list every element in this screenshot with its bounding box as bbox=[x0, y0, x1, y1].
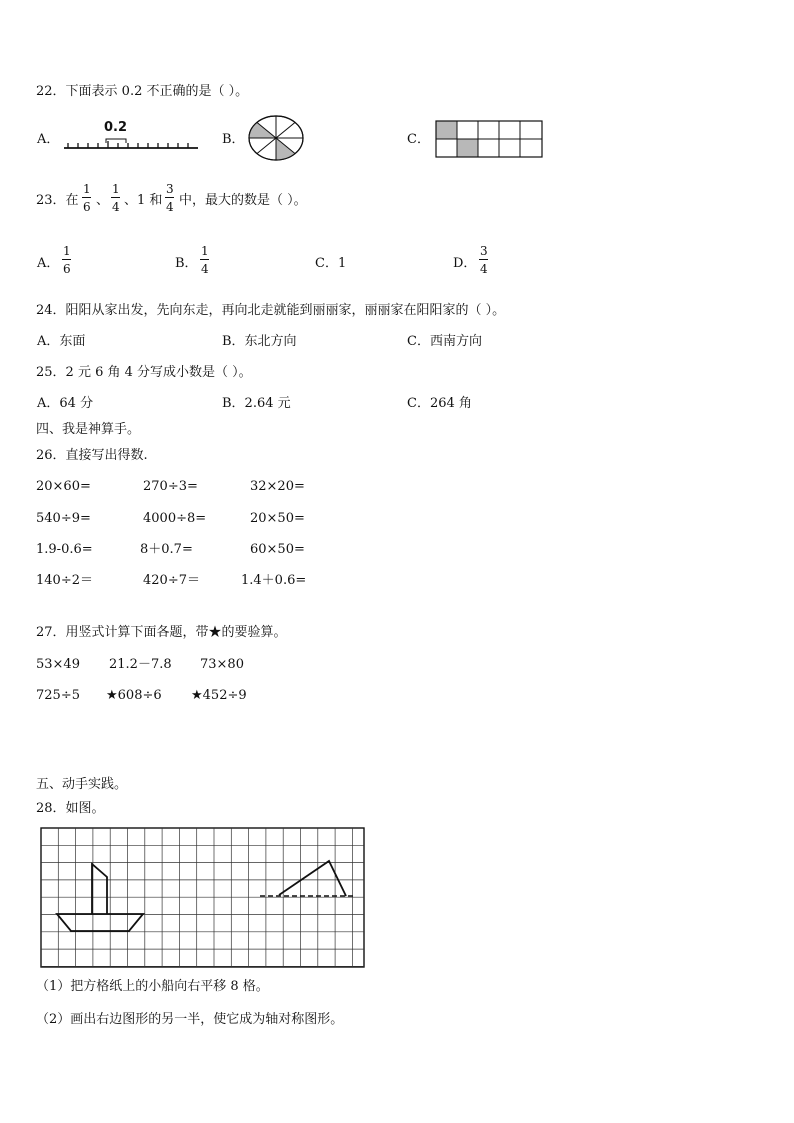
q23-option-b-fraction bbox=[200, 245, 210, 275]
q25-option-b: B．2.64 元 bbox=[222, 396, 291, 411]
q23-fraction-1-6 bbox=[82, 183, 92, 213]
q23-fraction-3-4 bbox=[165, 183, 175, 213]
q27-item: 53×49 bbox=[36, 657, 80, 672]
q26-item: 540÷9= bbox=[36, 511, 91, 526]
q28-sub-2: （2）画出右边图形的另一半，使它成为轴对称图形。 bbox=[36, 1012, 344, 1027]
numerator: 3 bbox=[480, 244, 488, 258]
q23-middle-text: 、1 和 bbox=[124, 193, 163, 208]
q22-option-c-label: C． bbox=[407, 132, 430, 147]
q27-item: ★608÷6 bbox=[106, 688, 162, 703]
q25-option-c: C．264 角 bbox=[407, 396, 472, 411]
number-line-ruler bbox=[64, 133, 200, 153]
grid-rectangle-diagram bbox=[435, 120, 545, 160]
q26-item: 140÷2＝ bbox=[36, 573, 93, 588]
q23-separator: 、 bbox=[96, 193, 110, 208]
q24-option-a: A．东面 bbox=[37, 334, 86, 349]
q26-item: 20×50= bbox=[250, 511, 305, 526]
q26-item: 420÷7＝ bbox=[143, 573, 200, 588]
numerator: 1 bbox=[112, 182, 120, 196]
q23-option-d-label: D． bbox=[453, 256, 477, 271]
q28-sub-1: （1）把方格纸上的小船向右平移 8 格。 bbox=[36, 979, 269, 994]
q23-fraction-1-4 bbox=[111, 183, 121, 213]
q27-item: 73×80 bbox=[200, 657, 244, 672]
q23-option-a-label: A． bbox=[37, 256, 60, 271]
q24-option-c: C．西南方向 bbox=[407, 334, 482, 349]
q25-option-a: A．64 分 bbox=[37, 396, 94, 411]
q22-option-a-label: A． bbox=[37, 132, 60, 147]
q26-item: 4000÷8= bbox=[143, 511, 207, 526]
denominator: 6 bbox=[83, 200, 91, 214]
grid-paper-figure bbox=[40, 827, 366, 969]
q23-tail: 中，最大的数是（ ）。 bbox=[179, 193, 307, 208]
q23-option-c: C．1 bbox=[315, 256, 347, 271]
q26-item: 1.4＋0.6= bbox=[241, 573, 307, 588]
q26-item: 60×50= bbox=[250, 542, 305, 557]
q26-item: 1.9-0.6= bbox=[36, 542, 93, 557]
numerator: 1 bbox=[83, 182, 91, 196]
section-5-heading: 五、动手实践。 bbox=[36, 777, 128, 792]
q23-option-d-fraction bbox=[479, 245, 489, 275]
q26-item: 20×60= bbox=[36, 479, 91, 494]
numerator: 3 bbox=[166, 182, 174, 196]
q26-item: 270÷3= bbox=[143, 479, 198, 494]
ruler-label: 0.2 bbox=[104, 120, 128, 135]
q27-item: 21.2－7.8 bbox=[109, 657, 172, 672]
denominator: 4 bbox=[112, 200, 120, 214]
circle-divided-diagram bbox=[248, 114, 306, 162]
q23-prefix: 23．在 bbox=[36, 193, 79, 208]
denominator: 4 bbox=[480, 262, 488, 276]
q27-item: 725÷5 bbox=[36, 688, 80, 703]
q26-item: 8＋0.7= bbox=[140, 542, 193, 557]
denominator: 6 bbox=[63, 262, 71, 276]
q26-item: 32×20= bbox=[250, 479, 305, 494]
q23-option-b-label: B． bbox=[175, 256, 198, 271]
q27-item: ★452÷9 bbox=[191, 688, 247, 703]
q25-stem: 25．2 元 6 角 4 分写成小数是（ ）。 bbox=[36, 365, 252, 380]
q23-option-a-fraction bbox=[62, 245, 72, 275]
q28-stem: 28．如图。 bbox=[36, 801, 105, 816]
q26-stem: 26．直接写出得数. bbox=[36, 448, 148, 463]
numerator: 1 bbox=[63, 244, 71, 258]
denominator: 4 bbox=[166, 200, 174, 214]
q27-stem: 27．用竖式计算下面各题，带★的要验算。 bbox=[36, 625, 287, 640]
q24-option-b: B．东北方向 bbox=[222, 334, 297, 349]
q22-stem: 22．下面表示 0.2 不正确的是（ ）。 bbox=[36, 84, 249, 99]
denominator: 4 bbox=[201, 262, 209, 276]
numerator: 1 bbox=[201, 244, 209, 258]
section-4-heading: 四、我是神算手。 bbox=[36, 422, 141, 437]
q22-option-b-label: B． bbox=[222, 132, 245, 147]
q24-stem: 24．阳阳从家出发，先向东走，再向北走就能到丽丽家，丽丽家在阳阳家的（ ）。 bbox=[36, 303, 506, 318]
